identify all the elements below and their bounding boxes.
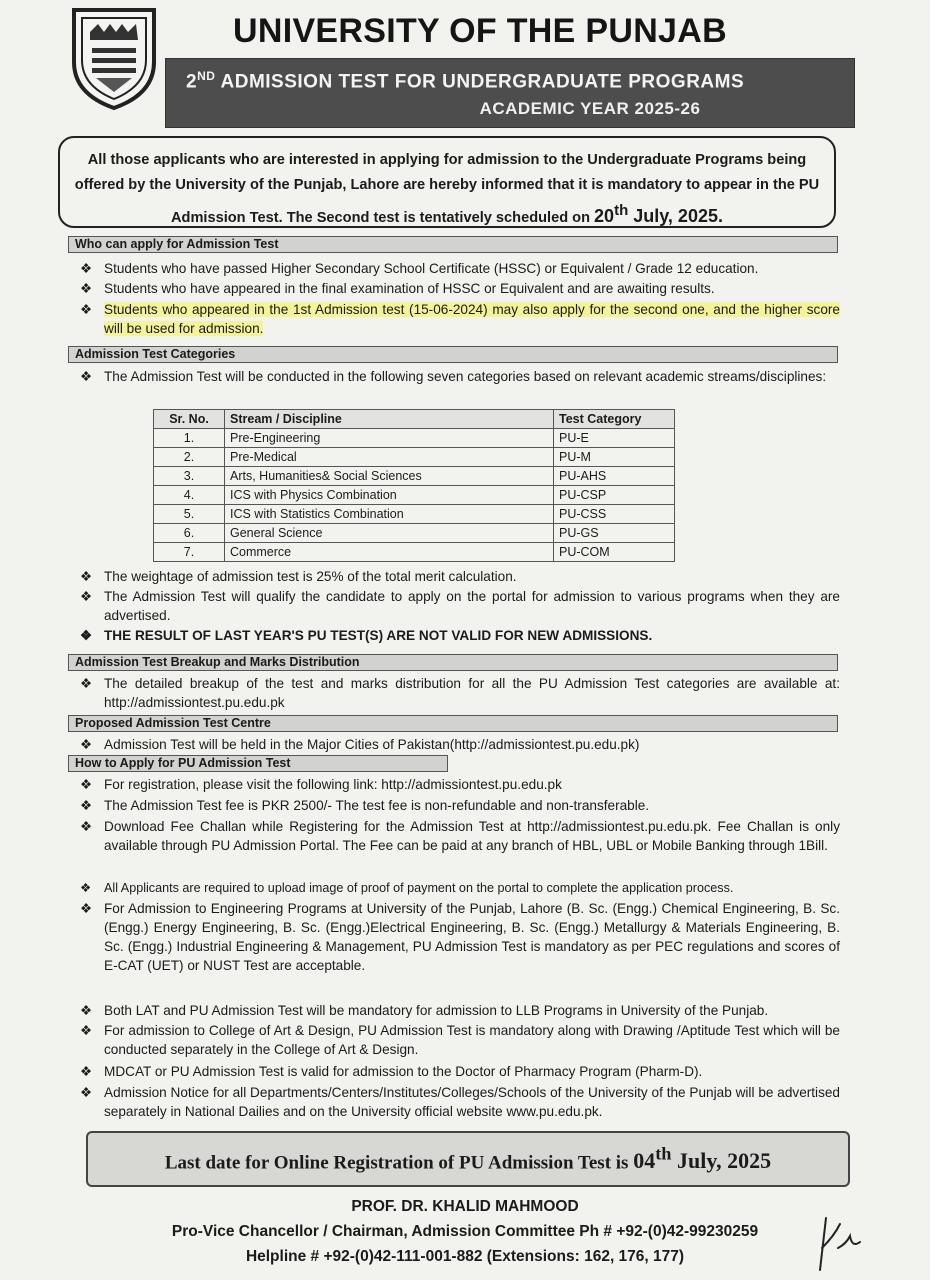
section-heading-centre: Proposed Admission Test Centre — [68, 715, 838, 732]
diamond-bullet-icon: ❖ — [80, 777, 93, 792]
signatory-title: Pro-Vice Chancellor / Chairman, Admission Committee Ph # +92-(0)42-99230259 — [171, 1223, 759, 1240]
table-cell: 3. — [154, 467, 225, 486]
diamond-bullet-icon: ❖ — [80, 302, 93, 317]
list-item: ❖ For registration, please visit the following link: http://admissiontest.pu.edu.pk — [80, 777, 562, 792]
table-cell: 7. — [154, 543, 225, 562]
handwritten-signature — [808, 1214, 864, 1274]
diamond-bullet-icon: ❖ — [80, 676, 93, 691]
diamond-bullet-icon: ❖ — [80, 881, 92, 895]
table-cell: PU-AHS — [554, 467, 675, 486]
list-item: ❖ The detailed breakup of the test and marks distribution for all the PU Admission Test categories are available at: http://admissiontest.pu.edu.pk — [80, 676, 840, 710]
table-row — [154, 486, 675, 505]
diamond-bullet-icon: ❖ — [80, 281, 93, 296]
list-item: ❖ Admission Notice for all Departments/Centers/Institutes/Colleges/Schools of the University of the Punjab will be advertised separately in National Dailies and on the University official website www.pu.edu.pk. — [80, 1085, 840, 1119]
table-cell: PU-M — [554, 448, 675, 467]
categories-table — [153, 409, 675, 562]
list-item: ❖ Download Fee Challan while Registering for the Admission Test at http://admissiontest.pu.edu.pk. Fee Challan is only available through PU Admission Portal. The Fee can be paid at any branch of HBL, UBL or Mobile Banking through 1Bill. — [80, 819, 840, 853]
list-item: ❖ The Admission Test will be conducted in the following seven categories based on relevant academic streams/disciplines: — [80, 369, 827, 384]
diamond-bullet-icon: ❖ — [80, 819, 93, 834]
university-crest-logo — [60, 2, 168, 112]
helpline: Helpline # +92-(0)42-111-001-882 (Extensions: 162, 176, 177) — [245, 1248, 685, 1265]
page-title: UNIVERSITY OF THE PUNJAB — [233, 12, 727, 50]
diamond-bullet-icon: ❖ — [80, 369, 93, 384]
diamond-bullet-icon: ❖ — [80, 1023, 93, 1038]
table-cell: General Science — [225, 524, 554, 543]
table-cell: ICS with Physics Combination — [225, 486, 554, 505]
diamond-bullet-icon: ❖ — [80, 1003, 93, 1018]
diamond-bullet-icon: ❖ — [80, 628, 93, 643]
table-cell: PU-E — [554, 429, 675, 448]
banner-line-2: ACADEMIC YEAR 2025-26 — [479, 99, 701, 118]
column-header: Sr. No. — [154, 410, 225, 429]
list-item-warning: ❖ THE RESULT OF LAST YEAR'S PU TEST(S) ARE NOT VALID FOR NEW ADMISSIONS. — [80, 628, 653, 643]
diamond-bullet-icon: ❖ — [80, 261, 93, 276]
list-item: ❖ Students who have passed Higher Secondary School Certificate (HSSC) or Equivalent / Grade 12 education. — [80, 261, 759, 276]
section-heading-how: How to Apply for PU Admission Test — [68, 755, 448, 772]
list-item: ❖ Both LAT and PU Admission Test will be mandatory for admission to LLB Programs in University of the Punjab. — [80, 1003, 769, 1018]
list-item: ❖ All Applicants are required to upload image of proof of payment on the portal to complete the application process. — [80, 879, 840, 898]
table-row — [154, 505, 675, 524]
table-cell: PU-CSP — [554, 486, 675, 505]
table-cell: 4. — [154, 486, 225, 505]
diamond-bullet-icon: ❖ — [80, 1085, 93, 1100]
diamond-bullet-icon: ❖ — [80, 1064, 93, 1079]
table-cell: PU-CSS — [554, 505, 675, 524]
table-cell: 1. — [154, 429, 225, 448]
table-cell: 6. — [154, 524, 225, 543]
table-row — [154, 543, 675, 562]
table-cell: PU-COM — [554, 543, 675, 562]
diamond-bullet-icon: ❖ — [80, 901, 93, 916]
intro-box: All those applicants who are interested in applying for admission to the Undergraduate Programs being offered by the University of the Punjab, Lahore are hereby informed that it is mandatory to appear in the PU Admission Test. The Second test is tentatively scheduled on 20th July, 2025. — [58, 136, 836, 228]
table-cell: 5. — [154, 505, 225, 524]
table-header-row — [154, 410, 675, 429]
last-date-box — [86, 1131, 850, 1187]
table-row — [154, 524, 675, 543]
diamond-bullet-icon: ❖ — [80, 737, 93, 752]
section-heading-categories: Admission Test Categories — [68, 346, 838, 363]
list-item: ❖ Admission Test will be held in the Major Cities of Pakistan(http://admissiontest.pu.edu.pk) — [80, 737, 640, 752]
column-header: Test Category — [554, 410, 675, 429]
table-cell: ICS with Statistics Combination — [225, 505, 554, 524]
table-cell: PU-GS — [554, 524, 675, 543]
diamond-bullet-icon: ❖ — [80, 569, 93, 584]
banner-line-1: 2ND ADMISSION TEST FOR UNDERGRADUATE PROGRAMS — [186, 69, 745, 93]
list-item: ❖ The Admission Test will qualify the candidate to apply on the portal for admission to various programs when they are advertised. — [80, 589, 840, 623]
column-header: Stream / Discipline — [225, 410, 554, 429]
table-cell: Commerce — [225, 543, 554, 562]
list-item: ❖ MDCAT or PU Admission Test is valid for admission to the Doctor of Pharmacy Program (Pharm-D). — [80, 1064, 703, 1079]
diamond-bullet-icon: ❖ — [80, 589, 93, 604]
section-heading-who: Who can apply for Admission Test — [68, 236, 838, 253]
table-cell: Pre-Medical — [225, 448, 554, 467]
diamond-bullet-icon: ❖ — [80, 798, 93, 813]
last-date-text: Last date for Online Registration of PU Admission Test is 04th July, 2025 — [164, 1144, 772, 1174]
list-item-highlighted: ❖ Students who appeared in the 1st Admission test (15-06-2024) may also apply for the second one, and the higher score will be used for admission. — [80, 302, 840, 336]
signatory-name: PROF. DR. KHALID MAHMOOD — [351, 1198, 579, 1215]
table-row — [154, 429, 675, 448]
table-row — [154, 448, 675, 467]
table-cell: Pre-Engineering — [225, 429, 554, 448]
list-item: ❖ For admission to College of Art & Design, PU Admission Test is mandatory along with Drawing /Aptitude Test which will be conducted separately in the College of Art & Design. — [80, 1023, 840, 1057]
title-banner — [165, 58, 855, 128]
table-cell: 2. — [154, 448, 225, 467]
table-cell: Arts, Humanities& Social Sciences — [225, 467, 554, 486]
table-row — [154, 467, 675, 486]
section-heading-breakup: Admission Test Breakup and Marks Distribution — [68, 654, 838, 671]
list-item: ❖ The Admission Test fee is PKR 2500/- The test fee is non-refundable and non-transferable. — [80, 798, 650, 813]
list-item: ❖ Students who have appeared in the final examination of HSSC or Equivalent and are awaiting results. — [80, 281, 715, 296]
list-item: ❖ For Admission to Engineering Programs at University of the Punjab, Lahore (B. Sc. (Engg.) Chemical Engineering, B. Sc. (Engg.) Energy Engineering, B. Sc. (Engg.)Electrical Engineering, B. Sc. (Engg.) Metallurgy & Materials Engineering, B. Sc. (Engg.) Industrial Engineering & Management, PU Admission Test is mandatory as per PEC regulations and scores of E-CAT (UET) or NUST Test are acceptable. — [80, 901, 840, 973]
list-item: ❖ The weightage of admission test is 25% of the total merit calculation. — [80, 569, 517, 584]
